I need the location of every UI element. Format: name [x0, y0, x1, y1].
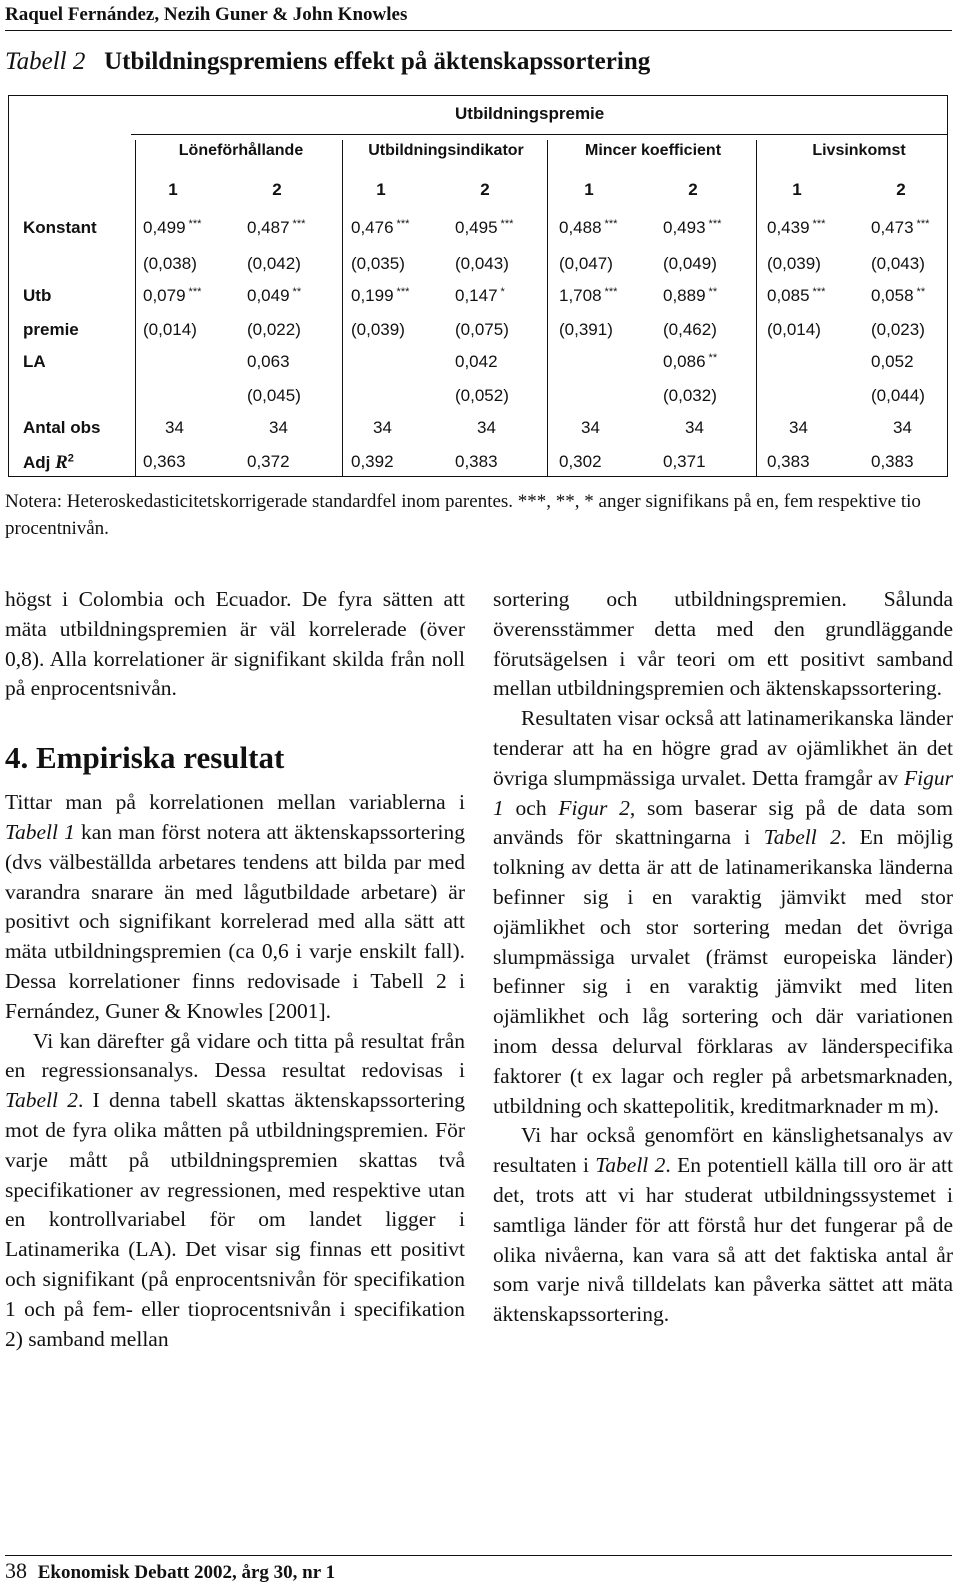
- section-heading: 4. Empiriska resultat: [5, 740, 285, 776]
- cell-la: 0,086 **: [663, 352, 718, 371]
- right-paragraph-1: sortering och utbildningspremien. Sålunda överensstämmer detta med den grundläggande förutsägelsen i vår teori om ett positivt samband mellan utbildningspremien och äktenskapssortering.: [493, 587, 953, 701]
- significance-stars: ***: [604, 286, 618, 298]
- caption-label: Tabell 2: [5, 48, 86, 75]
- cell-konstant: 0,476 ***: [351, 218, 410, 237]
- significance-stars: **: [916, 286, 926, 298]
- significance-stars: ***: [604, 218, 618, 230]
- cell-antal-obs: 34: [685, 418, 704, 437]
- cell-la-se: (0,052): [455, 386, 509, 405]
- right-paragraph-3: Vi har också genomfört en känslighetsanalys av resultaten i Tabell 2. En potentiell källa till oro är att det, trots att vi har studerat utbildningssystemet i samtliga länder för att förstå hur det fungerar på de olika nivåerna, kan vara så att det faktiska antal år som varje nivå tilldelats kan påverka sättet att mäta äktenskapssortering.: [493, 1123, 953, 1327]
- significance-stars: ***: [396, 286, 410, 298]
- cell-antal-obs: 34: [789, 418, 808, 437]
- cell-konstant: 0,487 ***: [247, 218, 306, 237]
- spec-header: 1: [168, 180, 178, 199]
- cell-adj-r2: 0,383: [871, 452, 914, 471]
- right-paragraph-2: Resultaten visar också att latinamerikanska länder tenderar att ha en högre grad av ojämlikhet än det övriga slumpmässiga urvalet. Detta framgår av Figur 1 och Figur 2, som baserar sig på de data som används för skattningarna i Tabell 2. En möjlig tolkning av detta är att de latinamerikanska länderna befinner sig i en varaktig jämvikt med stor ojämlikhet och stor sortering medan det övriga slumpmässiga urvalet (främst europeiska länder) befinner sig i en varaktig jämvikt med liten ojämlikhet och låg sortering och där variationen inom dessa delurval förklaras av länderspecifika faktorer (t ex lagar och regler på arbetsmarknaden, utbildning och skattepolitik, kreditmarknader m m).: [493, 706, 953, 1118]
- group-header: Löneförhållande: [178, 142, 304, 159]
- cell-konstant-se: (0,043): [871, 254, 925, 273]
- cell-utb: 0,079 ***: [143, 286, 202, 305]
- cell-utb: 1,708 ***: [559, 286, 618, 305]
- cell-utb-se: (0,039): [351, 320, 405, 339]
- spec-header: 1: [376, 180, 386, 199]
- cell-konstant: 0,499 ***: [143, 218, 202, 237]
- row-label-la: LA: [23, 352, 46, 371]
- running-head: Raquel Fernández, Nezih Guner & John Knowles: [5, 4, 408, 25]
- page-number: 38: [5, 1558, 27, 1583]
- left-paragraph-2: Tittar man på korrelationen mellan variablerna i Tabell 1 kan man först notera att äktenskapssortering (dvs välbeställda arbetares tendens att bilda par med varandra snarare än med lågutbildade arbetare) är positivt och signifikant korrelerad med alla sätt att mäta utbildningspremien (ca 0,6 i varje enskilt fall). Dessa korrelationer finns redovisade i Tabell 2 i Fernández, Guner & Knowles [2001].: [5, 790, 465, 1023]
- cell-adj-r2: 0,371: [663, 452, 706, 471]
- cell-antal-obs: 34: [165, 418, 184, 437]
- row-label-adj-r2: Adj $R^2$: [23, 452, 74, 473]
- cell-konstant-se: (0,038): [143, 254, 197, 273]
- cell-antal-obs: 34: [477, 418, 496, 437]
- spec-header: 1: [792, 180, 802, 199]
- cell-konstant-se: (0,047): [559, 254, 613, 273]
- cell-la: 0,063: [247, 352, 290, 371]
- cell-konstant: 0,495 ***: [455, 218, 514, 237]
- cell-utb-se: (0,014): [767, 320, 821, 339]
- spec-header: 2: [896, 180, 906, 199]
- cell-utb: 0,058 **: [871, 286, 926, 305]
- table-note: Notera: Heteroskedasticitetskorrigerade standardfel inom parentes. ***, **, * anger signifikans på en, fem respektive tio procentnivån.: [5, 491, 921, 539]
- significance-stars: **: [708, 286, 718, 298]
- group-header: Mincer koefficient: [584, 142, 722, 159]
- significance-stars: ***: [188, 286, 202, 298]
- cell-utb-se: (0,075): [455, 320, 509, 339]
- significance-stars: *: [500, 286, 505, 298]
- row-label-antal-obs: Antal obs: [23, 418, 101, 437]
- ref-tabell-2: Tabell 2: [5, 1088, 78, 1113]
- column-divider: [547, 140, 548, 476]
- row-label-utb: Utb: [23, 286, 52, 305]
- row-label-premie: premie: [23, 320, 79, 339]
- top-rule: [5, 30, 952, 31]
- footer: [5, 1558, 335, 1584]
- cell-konstant-se: (0,043): [455, 254, 509, 273]
- header-rule: [131, 134, 947, 135]
- cell-konstant-se: (0,035): [351, 254, 405, 273]
- ref-tabell-2: Tabell 2: [763, 825, 841, 850]
- cell-antal-obs: 34: [893, 418, 912, 437]
- cell-utb: 0,147 *: [455, 286, 505, 305]
- cell-utb-se: (0,391): [559, 320, 613, 339]
- significance-stars: ***: [188, 218, 202, 230]
- bottom-rule: [5, 1555, 952, 1556]
- group-header: Livsinkomst: [812, 142, 906, 159]
- cell-utb-se: (0,022): [247, 320, 301, 339]
- cell-antal-obs: 34: [269, 418, 288, 437]
- cell-adj-r2: 0,383: [767, 452, 810, 471]
- spec-header: 2: [480, 180, 490, 199]
- ref-figur-1: Figur 1: [493, 765, 953, 820]
- significance-stars: ***: [396, 218, 410, 230]
- cell-konstant: 0,488 ***: [559, 218, 618, 237]
- significance-stars: **: [708, 352, 718, 364]
- table-top-header: Utbildningspremie: [455, 104, 605, 123]
- row-label-konstant: Konstant: [23, 218, 97, 237]
- column-divider: [342, 140, 343, 476]
- column-divider: [135, 140, 136, 476]
- spec-header: 1: [584, 180, 594, 199]
- spec-header: 2: [688, 180, 698, 199]
- ref-tabell-1: Tabell 1: [5, 819, 75, 844]
- right-column: [493, 585, 953, 1330]
- cell-konstant-se: (0,049): [663, 254, 717, 273]
- cell-konstant: 0,439 ***: [767, 218, 826, 237]
- cell-antal-obs: 34: [373, 418, 392, 437]
- table-caption: [5, 48, 650, 76]
- cell-la: 0,042: [455, 352, 498, 371]
- cell-utb-se: (0,014): [143, 320, 197, 339]
- cell-adj-r2: 0,392: [351, 452, 394, 471]
- cell-la-se: (0,032): [663, 386, 717, 405]
- significance-stars: ***: [500, 218, 514, 230]
- cell-antal-obs: 34: [581, 418, 600, 437]
- cell-konstant-se: (0,039): [767, 254, 821, 273]
- left-column: [5, 585, 465, 1354]
- group-header: Utbildningsindikator: [368, 142, 524, 159]
- cell-adj-r2: 0,302: [559, 452, 602, 471]
- regression-table: [8, 95, 948, 477]
- significance-stars: ***: [812, 286, 826, 298]
- cell-utb: 0,889 **: [663, 286, 718, 305]
- journal-name: Ekonomisk Debatt 2002, årg 30, nr 1: [37, 1562, 336, 1583]
- cell-konstant: 0,493 ***: [663, 218, 722, 237]
- caption-title: Utbildningspremiens effekt på äktenskapssortering: [104, 48, 651, 75]
- left-paragraph-3: Vi kan därefter gå vidare och titta på resultat från en regressionsanalys. Dessa resultat redovisas i Tabell 2. I denna tabell skattas äktenskapssortering mot de fyra olika måtten på utbildningspremien. För varje mått på utbildningspremien skattas två specifikationer av regressionen, med respektive utan en kontrollvariabel för om landet ligger i Latinamerika (LA). Det visar sig finnas ett positivt och signifikant (på enprocentsnivån för specifikation 1 och på fem- eller tioprocentsnivån i specifikation 2) samband mellan: [5, 1028, 465, 1351]
- cell-adj-r2: 0,372: [247, 452, 290, 471]
- cell-utb: 0,199 ***: [351, 286, 410, 305]
- spec-header: 2: [272, 180, 282, 199]
- cell-utb: 0,085 ***: [767, 286, 826, 305]
- significance-stars: **: [292, 286, 302, 298]
- cell-utb: 0,049 **: [247, 286, 302, 305]
- significance-stars: ***: [812, 218, 826, 230]
- cell-la: 0,052: [871, 352, 914, 371]
- significance-stars: ***: [916, 218, 930, 230]
- cell-konstant: 0,473 ***: [871, 218, 930, 237]
- cell-adj-r2: 0,363: [143, 452, 186, 471]
- left-paragraph-1: högst i Colombia och Ecuador. De fyra sätten att mäta utbildningspremien är väl korrelerade (över 0,8). Alla korrelationer är signifikant skilda från noll på enprocentsnivån.: [5, 587, 465, 701]
- ref-tabell-2: Tabell 2: [595, 1153, 666, 1178]
- column-divider: [756, 140, 757, 476]
- cell-utb-se: (0,462): [663, 320, 717, 339]
- ref-figur-2: Figur 2: [558, 795, 630, 820]
- cell-adj-r2: 0,383: [455, 452, 498, 471]
- cell-utb-se: (0,023): [871, 320, 925, 339]
- cell-la-se: (0,045): [247, 386, 301, 405]
- cell-la-se: (0,044): [871, 386, 925, 405]
- significance-stars: ***: [292, 218, 306, 230]
- significance-stars: ***: [708, 218, 722, 230]
- cell-konstant-se: (0,042): [247, 254, 301, 273]
